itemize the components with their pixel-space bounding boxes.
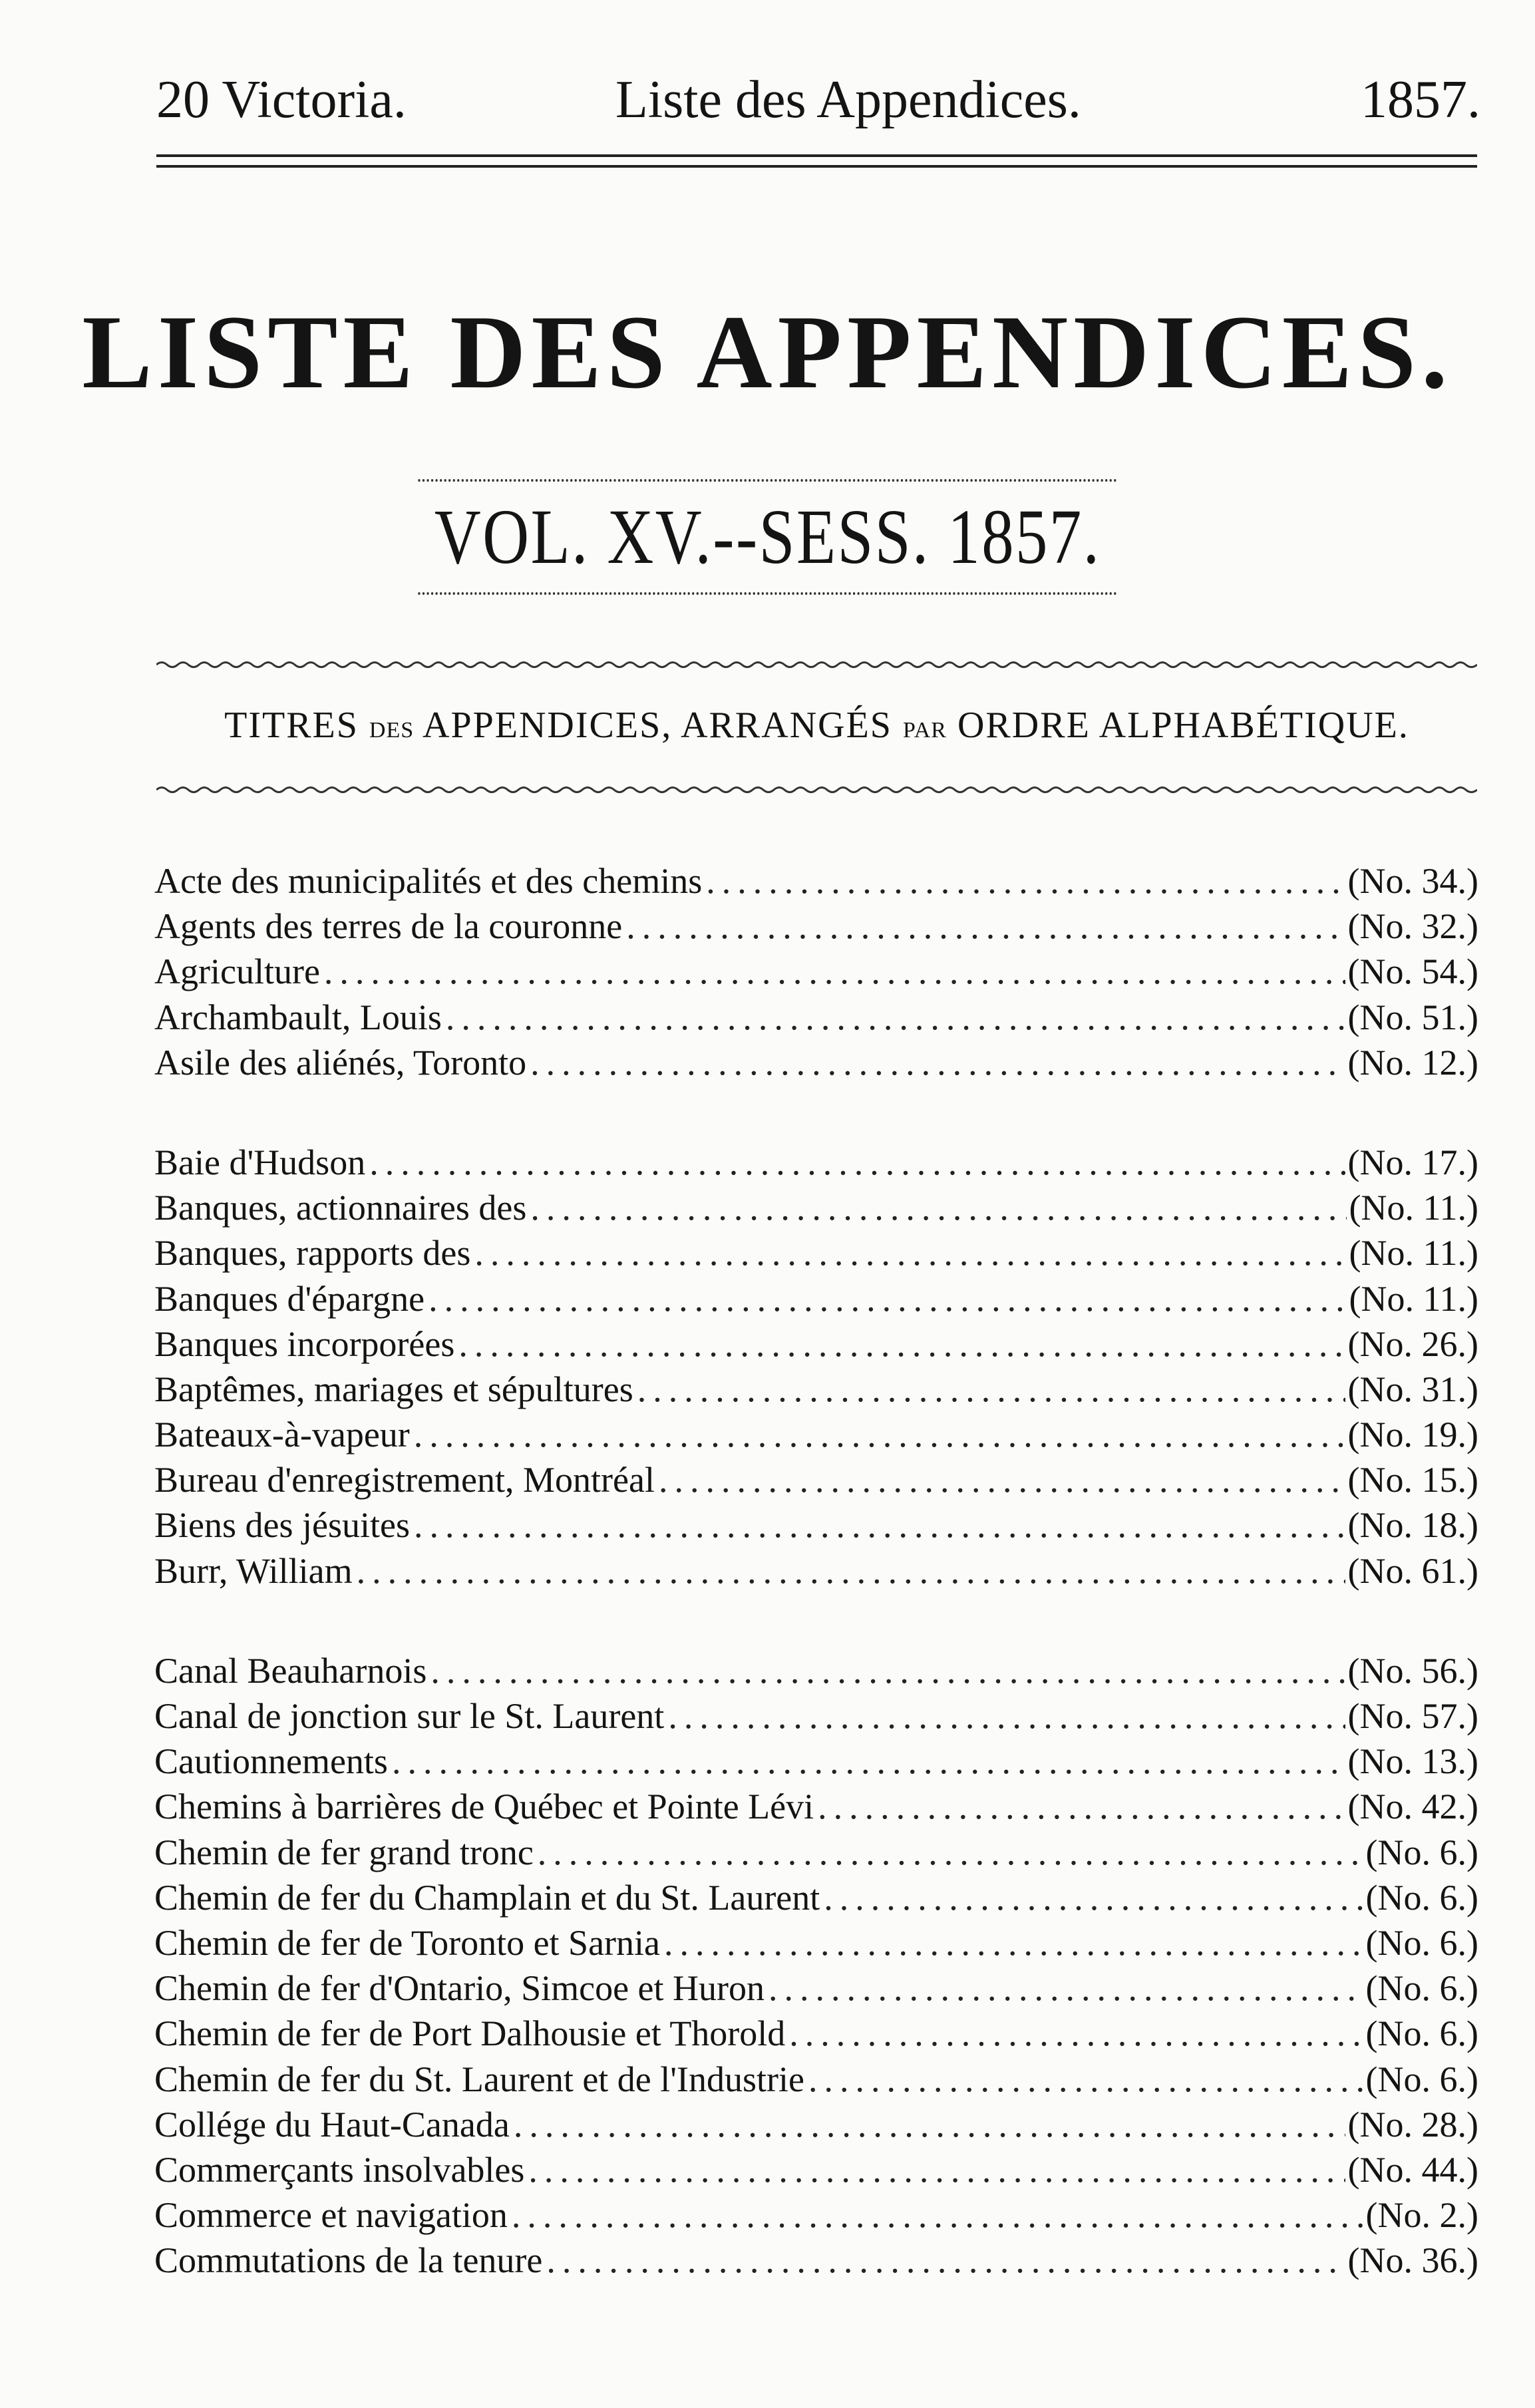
dot-leader — [458, 1321, 1345, 1367]
dot-leader — [538, 1830, 1363, 1875]
index-entry — [154, 1830, 1478, 1875]
index-entry — [154, 1693, 1478, 1739]
entry-title: Collége du Haut-Canada — [154, 2104, 510, 2145]
entry-number: (No. 11.) — [1349, 1278, 1478, 1319]
dot-leader — [768, 1966, 1363, 2011]
index-group-c — [154, 1648, 1478, 2284]
entry-number: (No. 6.) — [1365, 1877, 1478, 1918]
entry-title: Banques d'épargne — [154, 1278, 425, 1319]
dot-leader — [659, 1457, 1345, 1502]
appendix-index — [154, 858, 1478, 2337]
dot-leader — [664, 1920, 1363, 1966]
entry-number: (No. 54.) — [1347, 951, 1478, 992]
section-heading — [156, 695, 1477, 761]
dot-leader — [637, 1367, 1345, 1412]
entry-title: Agriculture — [154, 951, 320, 992]
dot-leader — [512, 2192, 1363, 2238]
dot-leader — [528, 2147, 1345, 2192]
index-group-a — [154, 858, 1478, 1085]
index-group-b — [154, 1140, 1478, 1594]
dot-leader — [530, 1185, 1346, 1230]
index-entry — [154, 1966, 1478, 2011]
index-entry — [154, 2192, 1478, 2238]
dot-leader — [808, 2057, 1363, 2102]
entry-title: Banques, rapports des — [154, 1233, 471, 1274]
wavy-rule-top — [156, 660, 1477, 669]
entry-title: Banques incorporées — [154, 1323, 455, 1364]
index-entry — [154, 1412, 1478, 1457]
entry-number: (No. 56.) — [1347, 1650, 1478, 1691]
entry-title: Cautionnements — [154, 1741, 388, 1782]
heading-part-2: DES — [369, 718, 415, 743]
entry-number: (No. 2.) — [1365, 2195, 1478, 2236]
dot-leader — [546, 2238, 1345, 2283]
entry-number: (No. 18.) — [1347, 1505, 1478, 1546]
entry-title: Biens des jésuites — [154, 1505, 410, 1546]
dot-leader — [392, 1739, 1345, 1784]
entry-number: (No. 28.) — [1347, 2104, 1478, 2145]
dot-leader — [626, 904, 1345, 949]
index-entry — [154, 1457, 1478, 1502]
dot-leader — [414, 1502, 1345, 1548]
running-head-left: 20 Victoria. — [156, 71, 407, 129]
dot-leader — [446, 995, 1345, 1040]
entry-number: (No. 57.) — [1347, 1696, 1478, 1736]
entry-number: (No. 51.) — [1347, 997, 1478, 1037]
dot-leader — [414, 1412, 1345, 1457]
header-double-rule — [156, 154, 1477, 168]
dot-leader — [789, 2011, 1363, 2056]
dot-leader — [818, 1784, 1345, 1829]
entry-title: Chemin de fer d'Ontario, Simcoe et Huron — [154, 1968, 765, 2009]
running-head-right: 1857. — [1361, 71, 1480, 129]
entry-title: Chemin de fer grand tronc — [154, 1832, 534, 1872]
index-entry — [154, 904, 1478, 949]
entry-number: (No. 34.) — [1347, 861, 1478, 901]
entry-number: (No. 6.) — [1365, 1922, 1478, 1963]
entry-number: (No. 13.) — [1347, 1741, 1478, 1782]
index-entry — [154, 1140, 1478, 1185]
entry-title: Bureau d'enregistrement, Montréal — [154, 1460, 655, 1500]
index-entry — [154, 1185, 1478, 1230]
entry-number: (No. 12.) — [1347, 1042, 1478, 1083]
dot-leader — [824, 1875, 1363, 1920]
dot-leader — [706, 858, 1345, 904]
entry-title: Chemin de fer de Port Dalhousie et Thorold — [154, 2013, 786, 2054]
entry-number: (No. 6.) — [1365, 1832, 1478, 1872]
heading-part-4: PAR — [902, 718, 947, 743]
running-head-center: Liste des Appendices. — [615, 71, 1081, 129]
entry-title: Canal de jonction sur le St. Laurent — [154, 1696, 665, 1736]
entry-title: Banques, actionnaires des — [154, 1188, 527, 1228]
entry-number: (No. 19.) — [1347, 1415, 1478, 1455]
index-entry — [154, 1502, 1478, 1548]
entry-title: Chemin de fer du St. Laurent et de l'Industrie — [154, 2059, 804, 2099]
entry-title: Acte des municipalités et des chemins — [154, 861, 703, 901]
entry-number: (No. 15.) — [1347, 1460, 1478, 1500]
index-entry — [154, 858, 1478, 904]
index-entry — [154, 949, 1478, 994]
dot-leader — [474, 1230, 1346, 1276]
heading-part-3: APPENDICES, ARRANGÉS — [423, 705, 892, 746]
entry-title: Chemins à barrières de Québec et Pointe Lévi — [154, 1787, 814, 1827]
index-entry — [154, 2238, 1478, 2283]
entry-title: Asile des aliénés, Toronto — [154, 1042, 527, 1083]
entry-number: (No. 32.) — [1347, 906, 1478, 947]
index-entry — [154, 995, 1478, 1040]
index-entry — [154, 1367, 1478, 1412]
volume-line — [0, 479, 1535, 595]
entry-number: (No. 26.) — [1347, 1323, 1478, 1364]
heading-part-5: ORDRE ALPHABÉTIQUE. — [957, 705, 1409, 746]
entry-title: Commerce et navigation — [154, 2195, 508, 2236]
index-entry — [154, 2102, 1478, 2147]
entry-number: (No. 42.) — [1347, 1787, 1478, 1827]
entry-title: Commerçants insolvables — [154, 2149, 525, 2190]
dot-leader — [530, 1040, 1345, 1085]
dot-leader — [369, 1140, 1345, 1185]
entry-title: Chemin de fer de Toronto et Sarnia — [154, 1922, 661, 1963]
entry-number: (No. 44.) — [1347, 2149, 1478, 2190]
entry-number: (No. 17.) — [1347, 1142, 1478, 1182]
volume-title: VOL. XV.--SESS. 1857. — [418, 479, 1117, 595]
dot-leader — [357, 1548, 1345, 1594]
index-entry — [154, 1230, 1478, 1276]
entry-number: (No. 11.) — [1349, 1188, 1478, 1228]
entry-number: (No. 6.) — [1365, 1968, 1478, 2009]
entry-number: (No. 36.) — [1347, 2240, 1478, 2281]
entry-title: Agents des terres de la couronne — [154, 906, 623, 947]
heading-part-1: TITRES — [224, 705, 359, 746]
index-entry — [154, 2057, 1478, 2102]
entry-title: Commutations de la tenure — [154, 2240, 543, 2281]
dot-leader — [430, 1648, 1345, 1693]
index-entry — [154, 1321, 1478, 1367]
entry-title: Chemin de fer du Champlain et du St. Laurent — [154, 1877, 820, 1918]
wavy-rule-bottom — [156, 785, 1477, 794]
index-entry — [154, 1548, 1478, 1594]
entry-number: (No. 61.) — [1347, 1550, 1478, 1591]
entry-title: Baie d'Hudson — [154, 1142, 366, 1182]
index-entry — [154, 1875, 1478, 1920]
index-entry — [154, 2147, 1478, 2192]
index-entry — [154, 1648, 1478, 1693]
index-entry — [154, 1784, 1478, 1829]
index-entry — [154, 1040, 1478, 1085]
entry-title: Archambault, Louis — [154, 997, 442, 1037]
entry-title: Baptêmes, mariages et sépultures — [154, 1369, 633, 1409]
dot-leader — [324, 949, 1345, 994]
page-title: LISTE DES APPENDICES. — [82, 294, 1453, 411]
index-entry — [154, 1276, 1478, 1321]
entry-title: Canal Beauharnois — [154, 1650, 427, 1691]
index-entry — [154, 1920, 1478, 1966]
entry-number: (No. 31.) — [1347, 1369, 1478, 1409]
running-head — [156, 63, 1480, 136]
entry-title: Bateaux-à-vapeur — [154, 1415, 410, 1455]
dot-leader — [668, 1693, 1345, 1739]
dot-leader — [428, 1276, 1346, 1321]
entry-number: (No. 6.) — [1365, 2013, 1478, 2054]
entry-title: Burr, William — [154, 1550, 353, 1591]
entry-number: (No. 11.) — [1349, 1233, 1478, 1274]
index-entry — [154, 1739, 1478, 1784]
entry-number: (No. 6.) — [1365, 2059, 1478, 2099]
index-entry — [154, 2011, 1478, 2056]
dot-leader — [514, 2102, 1345, 2147]
